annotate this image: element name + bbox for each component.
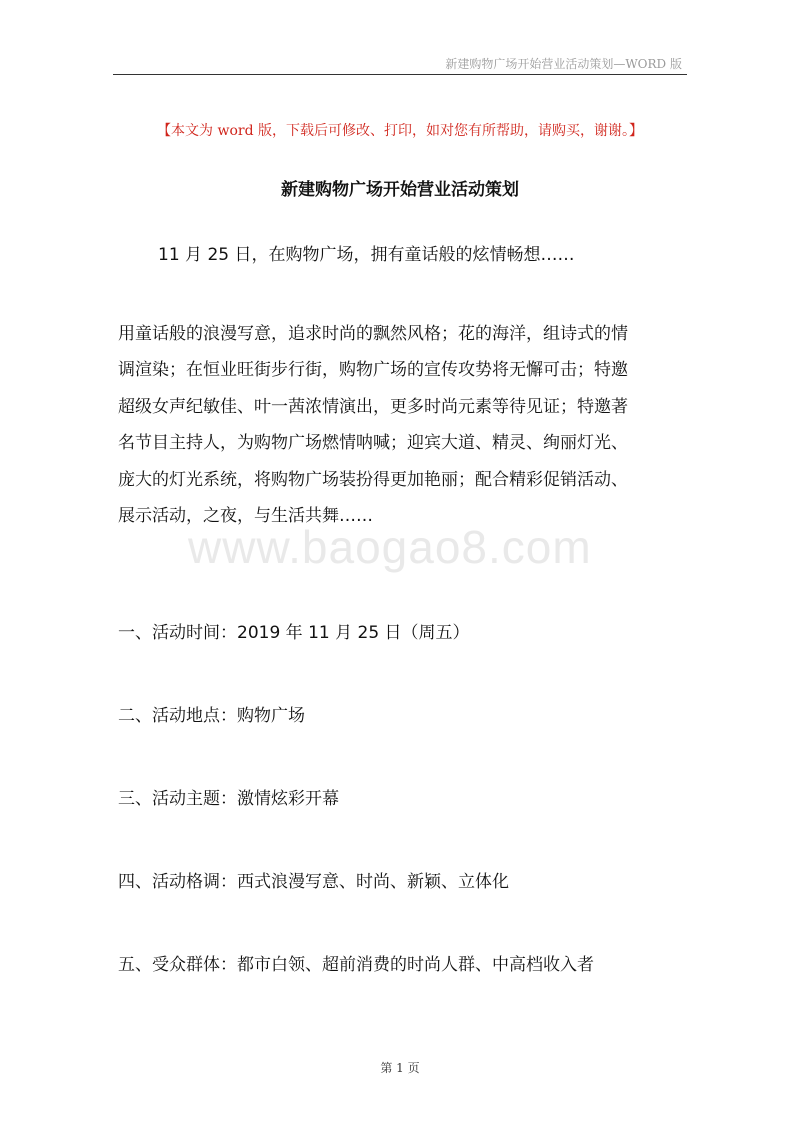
section-item-location: 二、活动地点：购物广场 xyxy=(118,706,305,726)
paragraph-line: 调渲染；在恒业旺街步行街，购物广场的宣传攻势将无懈可击；特邀 xyxy=(118,360,628,381)
paragraph-line: 名节目主持人，为购物广场燃情呐喊；迎宾大道、精灵、绚丽灯光、 xyxy=(118,433,628,454)
paragraph-line: 展示活动，之夜，与生活共舞…… xyxy=(118,506,373,527)
section-item-time: 一、活动时间：2019 年 11 月 25 日（周五） xyxy=(118,623,470,643)
section-item-audience: 五、受众群体：都市白领、超前消费的时尚人群、中高档收入者 xyxy=(118,955,594,975)
paragraph-line: 超级女声纪敏佳、叶一茜浓情演出，更多时尚元素等待见证；特邀著 xyxy=(118,396,628,417)
purchase-notice: 【本文为 word 版，下载后可修改、打印，如对您有所帮助，请购买，谢谢。】 xyxy=(157,123,643,139)
section-item-theme: 三、活动主题：激情炫彩开幕 xyxy=(118,789,339,809)
watermark: www.baogao8.com xyxy=(188,521,592,573)
body-paragraph xyxy=(118,316,688,534)
intro-line: 11 月 25 日，在购物广场，拥有童话般的炫情畅想…… xyxy=(158,245,575,265)
paragraph-line: 庞大的灯光系统，将购物广场装扮得更加艳丽；配合精彩促销活动、 xyxy=(118,469,628,490)
running-header: 新建购物广场开始营业活动策划—WORD 版 xyxy=(445,57,682,71)
header-divider xyxy=(113,74,687,75)
paragraph-line: 用童话般的浪漫写意，追求时尚的飘然风格；花的海洋，组诗式的情 xyxy=(118,324,628,344)
page-number: 第 1 页 xyxy=(380,1061,420,1075)
section-item-style: 四、活动格调：西式浪漫写意、时尚、新颖、立体化 xyxy=(118,872,509,892)
document-title: 新建购物广场开始营业活动策划 xyxy=(281,180,519,200)
